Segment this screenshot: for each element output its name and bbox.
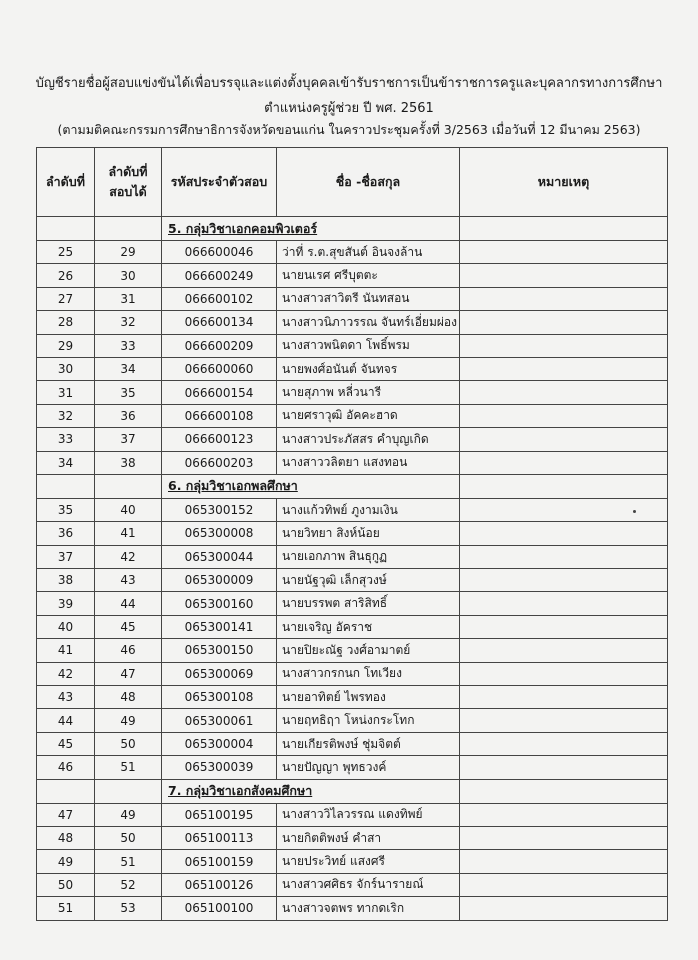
exam-id-cell: 066600123 [162,428,277,451]
name-cell: นายบรรพต สาริสิทธิ์ [277,592,460,615]
order-cell: 32 [37,404,95,427]
remark-cell [460,569,668,592]
table-row [37,615,668,638]
group-empty-cell [37,474,95,498]
order-cell: 49 [37,850,95,873]
remark-cell [460,264,668,287]
col-rank-header-line2: สอบได้ [109,184,147,199]
remark-cell [460,709,668,732]
group-header-row [37,779,668,803]
order-cell: 38 [37,569,95,592]
table-row [37,404,668,427]
table-row [37,381,668,404]
name-cell: นายประวิทย์ แสงศรี [277,850,460,873]
col-rank-header [95,148,162,217]
rank-cell: 44 [95,592,162,615]
name-cell: นายปิยะณัฐ วงศ์อามาตย์ [277,639,460,662]
remark-cell [460,545,668,568]
table-body [37,217,668,921]
col-name-header: ชื่อ -ชื่อสกุล [277,148,460,217]
table-row [37,545,668,568]
rank-cell: 45 [95,615,162,638]
table-row [37,498,668,521]
exam-id-cell: 065300039 [162,756,277,779]
name-cell: นางสาวประภัสสร คำบุญเกิด [277,428,460,451]
table-row [37,264,668,287]
rank-cell: 33 [95,334,162,357]
name-cell: นางสาวนิภาวรรณ จันทร์เอี่ยมผ่อง [277,311,460,334]
name-cell: นางสาววลิตยา แสงทอน [277,451,460,474]
rank-cell: 31 [95,287,162,310]
rank-cell: 48 [95,686,162,709]
remark-cell [460,428,668,451]
col-order-header: ลำดับที่ [37,148,95,217]
group-empty-cell [95,474,162,498]
rank-cell: 53 [95,897,162,920]
remark-cell [460,639,668,662]
exam-id-cell: 066600203 [162,451,277,474]
order-cell: 51 [37,897,95,920]
name-cell: นายสุภาพ หลี่วนารี [277,381,460,404]
group-title: 5. กลุ่มวิชาเอกคอมพิวเตอร์ [162,217,460,241]
remark-cell [460,241,668,264]
exam-id-cell: 065300009 [162,569,277,592]
exam-id-cell: 065100195 [162,803,277,826]
rank-cell: 40 [95,498,162,521]
remark-cell [460,451,668,474]
remark-cell [460,732,668,755]
exam-id-cell: 065300108 [162,686,277,709]
resolution-note: (ตามมติคณะกรรมการศึกษาธิการจังหวัดขอนแก่น ในคราวประชุมครั้งที่ 3/2563 เมื่อวันที่ 12 มีนาคม 2563) [57,122,641,137]
name-cell: นางสาวพนิตดา โพธิ์พรม [277,334,460,357]
table-row [37,451,668,474]
document-title: บัญชีรายชื่อผู้สอบแข่งขันได้เพื่อบรรจุและแต่งตั้งบุคคลเข้ารับราชการเป็นข้าราชการครูและบุคลากรทางการศึกษา [35,76,663,91]
rank-cell: 36 [95,404,162,427]
rank-cell: 50 [95,826,162,849]
order-cell: 40 [37,615,95,638]
rank-cell: 34 [95,357,162,380]
exam-id-cell: 066600134 [162,311,277,334]
position-subtitle: ตำแหน่งครูผู้ช่วย ปี พศ. 2561 [264,101,434,116]
group-empty-cell [37,217,95,241]
order-cell: 39 [37,592,95,615]
rank-cell: 38 [95,451,162,474]
exam-id-cell: 065100113 [162,826,277,849]
order-cell: 43 [37,686,95,709]
table-row [37,897,668,920]
exam-id-cell: 065100159 [162,850,277,873]
group-header-row [37,474,668,498]
table-row [37,334,668,357]
order-cell: 27 [37,287,95,310]
order-cell: 34 [37,451,95,474]
rank-cell: 41 [95,522,162,545]
rank-cell: 29 [95,241,162,264]
col-exam-id-header: รหัสประจำตัวสอบ [162,148,277,217]
remark-cell [460,897,668,920]
name-cell: นางสาวสาวิตรี นันทสอน [277,287,460,310]
name-cell: นางสาววิไลวรรณ แดงทิพย์ [277,803,460,826]
table-row [37,357,668,380]
rank-cell: 32 [95,311,162,334]
remark-cell [460,826,668,849]
remark-cell [460,334,668,357]
col-remark-header: หมายเหตุ [460,148,668,217]
table-row [37,732,668,755]
group-empty-cell [95,217,162,241]
remark-cell [460,873,668,896]
rank-cell: 43 [95,569,162,592]
order-cell: 41 [37,639,95,662]
order-cell: 29 [37,334,95,357]
name-cell: นายฤทธิฤา โหน่งกระโทก [277,709,460,732]
order-cell: 25 [37,241,95,264]
results-table [36,147,668,921]
exam-id-cell: 065300061 [162,709,277,732]
exam-id-cell: 066600154 [162,381,277,404]
name-cell: นายวิทยา สิงห์น้อย [277,522,460,545]
exam-id-cell: 065300160 [162,592,277,615]
rank-cell: 37 [95,428,162,451]
remark-cell [460,615,668,638]
exam-id-cell: 065300044 [162,545,277,568]
exam-id-cell: 065300004 [162,732,277,755]
exam-id-cell: 066600249 [162,264,277,287]
name-cell: ว่าที่ ร.ต.สุขสันต์ อินจงล้าน [277,241,460,264]
rank-cell: 30 [95,264,162,287]
exam-id-cell: 065300150 [162,639,277,662]
table-row [37,662,668,685]
name-cell: นายพงศ์อนันต์ จันทจร [277,357,460,380]
table-header-row [37,148,668,217]
table-row [37,850,668,873]
name-cell: นายเจริญ อัคราช [277,615,460,638]
name-cell: นายนเรศ ศรีบุตตะ [277,264,460,287]
table-row [37,428,668,451]
remark-cell [460,662,668,685]
remark-cell [460,311,668,334]
table-row [37,756,668,779]
order-cell: 33 [37,428,95,451]
group-title: 7. กลุ่มวิชาเอกสังคมศึกษา [162,779,460,803]
table-row [37,873,668,896]
rank-cell: 51 [95,756,162,779]
name-cell: นายนัฐวุฒิ เล็กสุวงษ์ [277,569,460,592]
name-cell: นายกิตติพงษ์ คำสา [277,826,460,849]
name-cell: นางแก้วทิพย์ ภูงามเงิน [277,498,460,521]
order-cell: 35 [37,498,95,521]
name-cell: นายอาทิตย์ ไพรทอง [277,686,460,709]
table-row [37,569,668,592]
exam-id-cell: 066600102 [162,287,277,310]
table-row [37,522,668,545]
remark-cell [460,287,668,310]
group-title: 6. กลุ่มวิชาเอกพลศึกษา [162,474,460,498]
table-row [37,592,668,615]
remark-cell [460,522,668,545]
order-cell: 31 [37,381,95,404]
rank-cell: 47 [95,662,162,685]
remark-cell [460,404,668,427]
order-cell: 26 [37,264,95,287]
order-cell: 50 [37,873,95,896]
exam-id-cell: 065300008 [162,522,277,545]
order-cell: 48 [37,826,95,849]
rank-cell: 49 [95,709,162,732]
order-cell: 44 [37,709,95,732]
group-empty-cell [460,217,668,241]
rank-cell: 42 [95,545,162,568]
remark-cell [460,592,668,615]
exam-id-cell: 065300141 [162,615,277,638]
table-row [37,287,668,310]
group-empty-cell [460,474,668,498]
rank-cell: 50 [95,732,162,755]
exam-id-cell: 066600108 [162,404,277,427]
name-cell: นางสาวศศิธร จักร์นารายณ์ [277,873,460,896]
remark-cell [460,357,668,380]
remark-cell [460,381,668,404]
stray-mark [633,510,636,513]
group-empty-cell [95,779,162,803]
rank-cell: 51 [95,850,162,873]
exam-id-cell: 065300069 [162,662,277,685]
table-row [37,639,668,662]
name-cell: นายเอกภาพ สินธุกูฏ [277,545,460,568]
order-cell: 46 [37,756,95,779]
order-cell: 42 [37,662,95,685]
table-row [37,686,668,709]
table-row [37,826,668,849]
order-cell: 45 [37,732,95,755]
table-row [37,709,668,732]
group-empty-cell [37,779,95,803]
group-empty-cell [460,779,668,803]
name-cell: นางสาวกรกนก โทเวียง [277,662,460,685]
remark-cell [460,756,668,779]
order-cell: 36 [37,522,95,545]
rank-cell: 46 [95,639,162,662]
remark-cell [460,803,668,826]
remark-cell [460,850,668,873]
remark-cell [460,498,668,521]
name-cell: นายปัญญา พุทธวงค์ [277,756,460,779]
col-rank-header-line1: ลำดับที่ [108,164,148,179]
remark-cell [460,686,668,709]
order-cell: 30 [37,357,95,380]
exam-id-cell: 065300152 [162,498,277,521]
rank-cell: 52 [95,873,162,896]
order-cell: 37 [37,545,95,568]
table-row [37,311,668,334]
exam-id-cell: 065100100 [162,897,277,920]
group-header-row [37,217,668,241]
name-cell: นายเกียรติพงษ์ ชุ่มจิตต์ [277,732,460,755]
order-cell: 28 [37,311,95,334]
table-row [37,241,668,264]
order-cell: 47 [37,803,95,826]
exam-id-cell: 066600060 [162,357,277,380]
name-cell: นายศราวุฒิ อัคคะฮาด [277,404,460,427]
exam-id-cell: 065100126 [162,873,277,896]
rank-cell: 35 [95,381,162,404]
rank-cell: 49 [95,803,162,826]
exam-id-cell: 066600046 [162,241,277,264]
table-row [37,803,668,826]
exam-id-cell: 066600209 [162,334,277,357]
name-cell: นางสาวจตพร ทากดเริก [277,897,460,920]
